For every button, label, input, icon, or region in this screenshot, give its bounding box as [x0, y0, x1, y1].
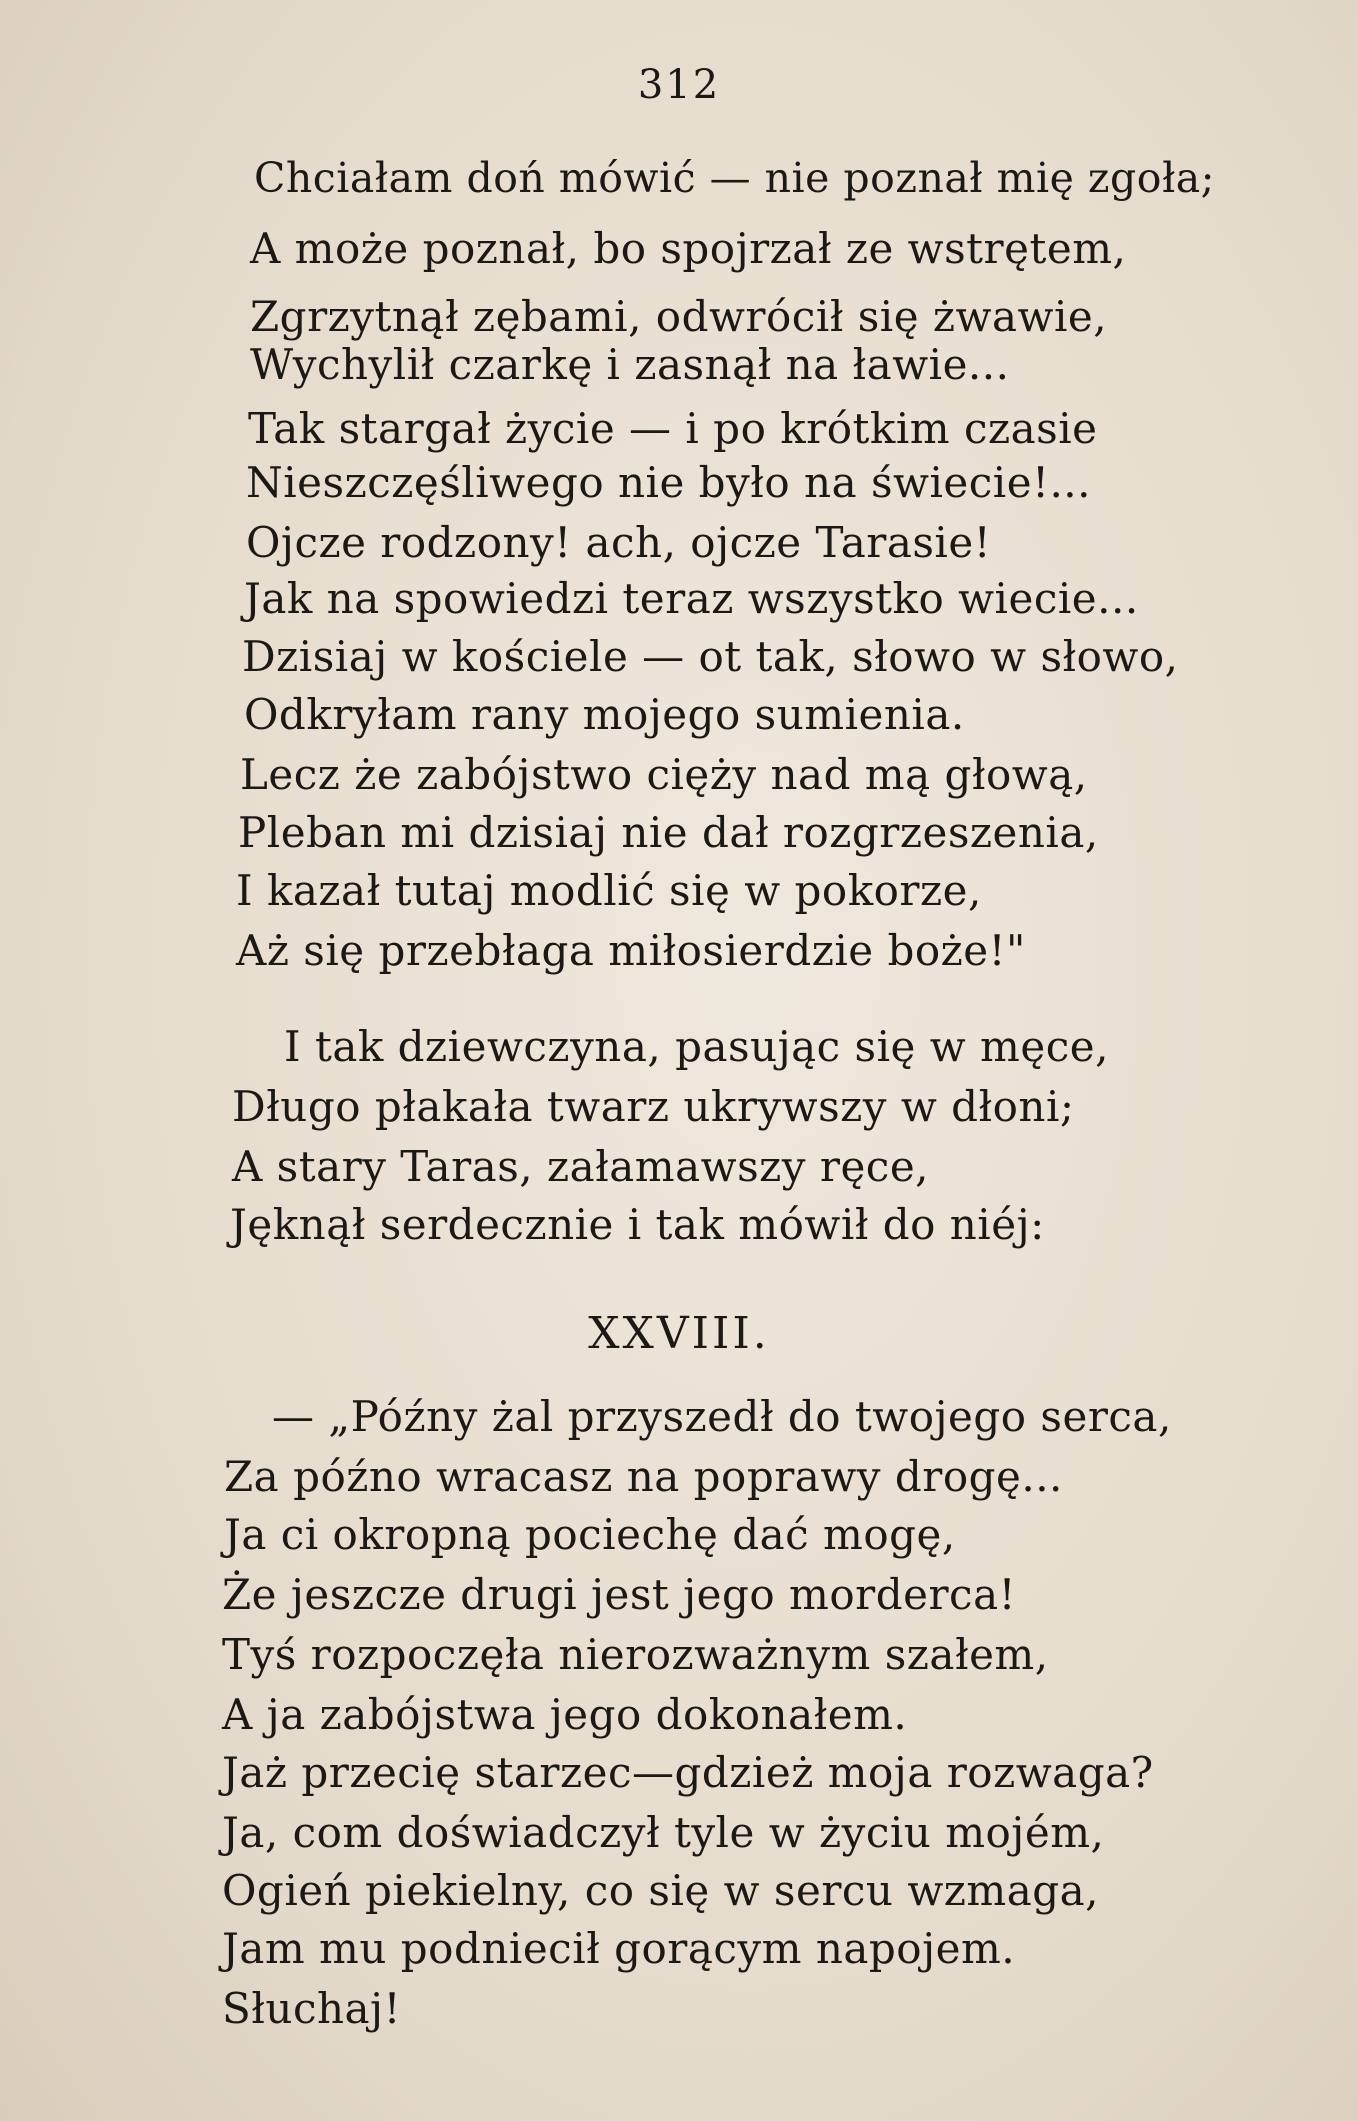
verse-line: A może poznał, bo spojrzał ze wstrętem, — [250, 224, 1127, 273]
verse-line: Zgrzytnął zębami, odwrócił się żwawie, — [250, 292, 1108, 341]
verse-line: Ogień piekielny, co się w sercu wzmaga, — [222, 1866, 1100, 1915]
verse-line: Jaż przecię starzec—gdzież moja rozwaga? — [222, 1748, 1154, 1797]
verse-line: I tak dziewczyna, pasując się w męce, — [284, 1022, 1109, 1071]
verse-line: Tyś rozpoczęła nierozważnym szałem, — [222, 1630, 1049, 1679]
verse-line: Ja, com doświadczył tyle w życiu mojém, — [222, 1808, 1105, 1857]
verse-line: Lecz że zabójstwo cięży nad mą głową, — [240, 750, 1088, 799]
page-number: 312 — [637, 62, 721, 108]
verse-line: Ojcze rodzony! ach, ojcze Tarasie! — [246, 518, 992, 567]
verse-line: Jęknął serdecznie i tak mówił do niéj: — [230, 1200, 1045, 1249]
verse-line: Ja ci okropną pociechę dać mogę, — [224, 1510, 956, 1559]
verse-line: — „Późny żal przyszedł do twojego serca, — [272, 1392, 1172, 1441]
verse-line: Nieszczęśliwego nie było na świecie!... — [246, 458, 1092, 507]
verse-line: Pleban mi dzisiaj nie dał rozgrzeszenia, — [238, 808, 1099, 857]
verse-line: Odkryłam rany mojego sumienia. — [244, 690, 965, 739]
verse-line: Jak na spowiedzi teraz wszystko wiecie... — [244, 574, 1139, 623]
verse-line: I kazał tutaj modlić się w pokorze, — [236, 866, 982, 915]
verse-line: Że jeszcze drugi jest jego morderca! — [222, 1570, 1016, 1619]
verse-line: Długo płakała twarz ukrywszy w dłoni; — [232, 1082, 1075, 1131]
verse-line: Tak stargał życie — i po krótkim czasie — [248, 404, 1098, 453]
verse-line: Chciałam doń mówić — nie poznał mię zgoła; — [254, 154, 1215, 202]
verse-line: Aż się przebłaga miłosierdzie boże!" — [236, 926, 1026, 975]
verse-line: Za późno wracasz na poprawy drogę... — [224, 1452, 1063, 1501]
verse-line: Wychylił czarkę i zasnął na ławie... — [250, 340, 1010, 389]
verse-line: Jam mu podniecił gorącym napojem. — [222, 1924, 1016, 1973]
verse-line: A stary Taras, załamawszy ręce, — [232, 1142, 930, 1191]
verse-line: Słuchaj! — [222, 1984, 401, 2033]
verse-line: A ja zabójstwa jego dokonałem. — [222, 1690, 908, 1739]
verse-line: Dzisiaj w kościele — ot tak, słowo w słowo, — [242, 632, 1179, 681]
section-heading: XXVIII. — [588, 1308, 770, 1359]
